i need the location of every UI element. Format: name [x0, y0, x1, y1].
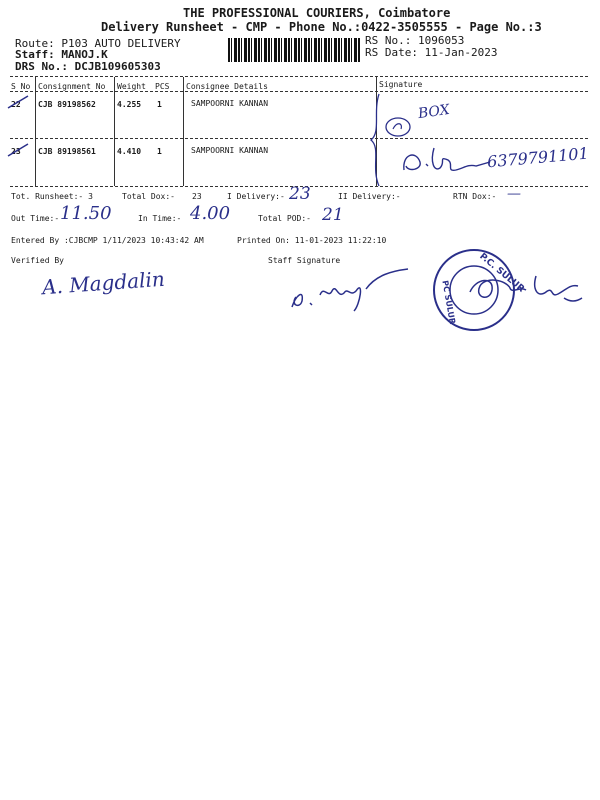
col-header-signature: Signature: [379, 80, 423, 89]
printed-on: Printed On: 11-01-2023 11:22:10: [237, 236, 387, 245]
header-bottom-border: [10, 91, 588, 92]
receiver-signature: [398, 142, 493, 178]
col-header-consignee: Consignee Details: [186, 82, 268, 91]
in-time-value: 4.00: [190, 203, 231, 224]
box-note-circle: [383, 113, 417, 141]
stamp-top-text: P.C. SULUR: [477, 251, 526, 295]
entered-by: Entered By :CJBCMP 1/11/2023 10:43:42 AM: [11, 236, 204, 245]
row-pcs: 1: [157, 100, 162, 109]
box-note: BOX: [417, 101, 451, 123]
row-consignment: CJB 89198561: [38, 147, 96, 156]
i-delivery-value: 23: [289, 184, 311, 204]
row-consignee: SAMPOORNI KANNAN: [191, 146, 269, 155]
rtn-dox-value: —: [507, 186, 521, 202]
total-runsheet: Tot. Runsheet:- 3: [11, 192, 93, 201]
route-label: Route: P103 AUTO DELIVERY: [15, 37, 181, 50]
stamp-overlay-signature: [466, 268, 586, 308]
total-dox-label: Total Dox:-: [122, 192, 175, 201]
rs-date: RS Date: 11-Jan-2023: [365, 46, 498, 59]
staff-label: Staff: MANOJ.K: [15, 48, 108, 61]
rtn-dox-label: RTN Dox:-: [453, 192, 497, 201]
total-dox-value: 23: [192, 192, 202, 201]
row-consignee: SAMPOORNI KANNAN: [191, 99, 269, 108]
staff-signature-label: Staff Signature: [268, 256, 341, 265]
ii-delivery-label: II Delivery:-: [338, 192, 401, 201]
row-sno: 23: [11, 147, 21, 156]
stamp-side-text: PC SULUR: [440, 279, 457, 325]
table-top-border: [10, 76, 588, 77]
row-divider: [10, 138, 588, 139]
barcode: [228, 38, 360, 62]
sno-strike-marks: [6, 94, 36, 164]
col-header-consignment: Consignment No: [38, 82, 106, 91]
row-weight: 4.410: [117, 147, 142, 156]
col-divider: [183, 77, 184, 186]
receiver-phone: 6379791101: [486, 143, 590, 172]
drs-number: DRS No.: DCJB109605303: [15, 60, 161, 73]
col-header-pcs: PCS: [155, 82, 170, 91]
row-sno: 22: [11, 100, 21, 109]
total-pod-label: Total POD:-: [258, 214, 311, 223]
company-title: THE PROFESSIONAL COURIERS, Coimbatore: [183, 6, 451, 20]
in-time-label: In Time:-: [138, 214, 182, 223]
col-header-weight: Weight: [117, 82, 146, 91]
signature-bracket: [365, 92, 385, 188]
verifier-signature: A. Magdalin: [41, 266, 166, 300]
total-pod-value: 21: [322, 205, 344, 225]
rs-number: RS No.: 1096053: [365, 34, 465, 47]
row-weight: 4.255: [117, 100, 142, 109]
col-header-sno: S No: [11, 82, 31, 91]
verified-by-label: Verified By: [11, 256, 64, 265]
row-pcs: 1: [157, 147, 162, 156]
runsheet-subtitle: Delivery Runsheet - CMP - Phone No.:0422-3505555 - Page No.:3: [101, 20, 542, 34]
staff-signature: [284, 265, 414, 315]
col-divider: [114, 77, 115, 186]
i-delivery-label: I Delivery:-: [227, 192, 285, 201]
out-time-label: Out Time:-: [11, 214, 60, 223]
out-time-value: 11.50: [60, 203, 112, 224]
row-consignment: CJB 89198562: [38, 100, 96, 109]
